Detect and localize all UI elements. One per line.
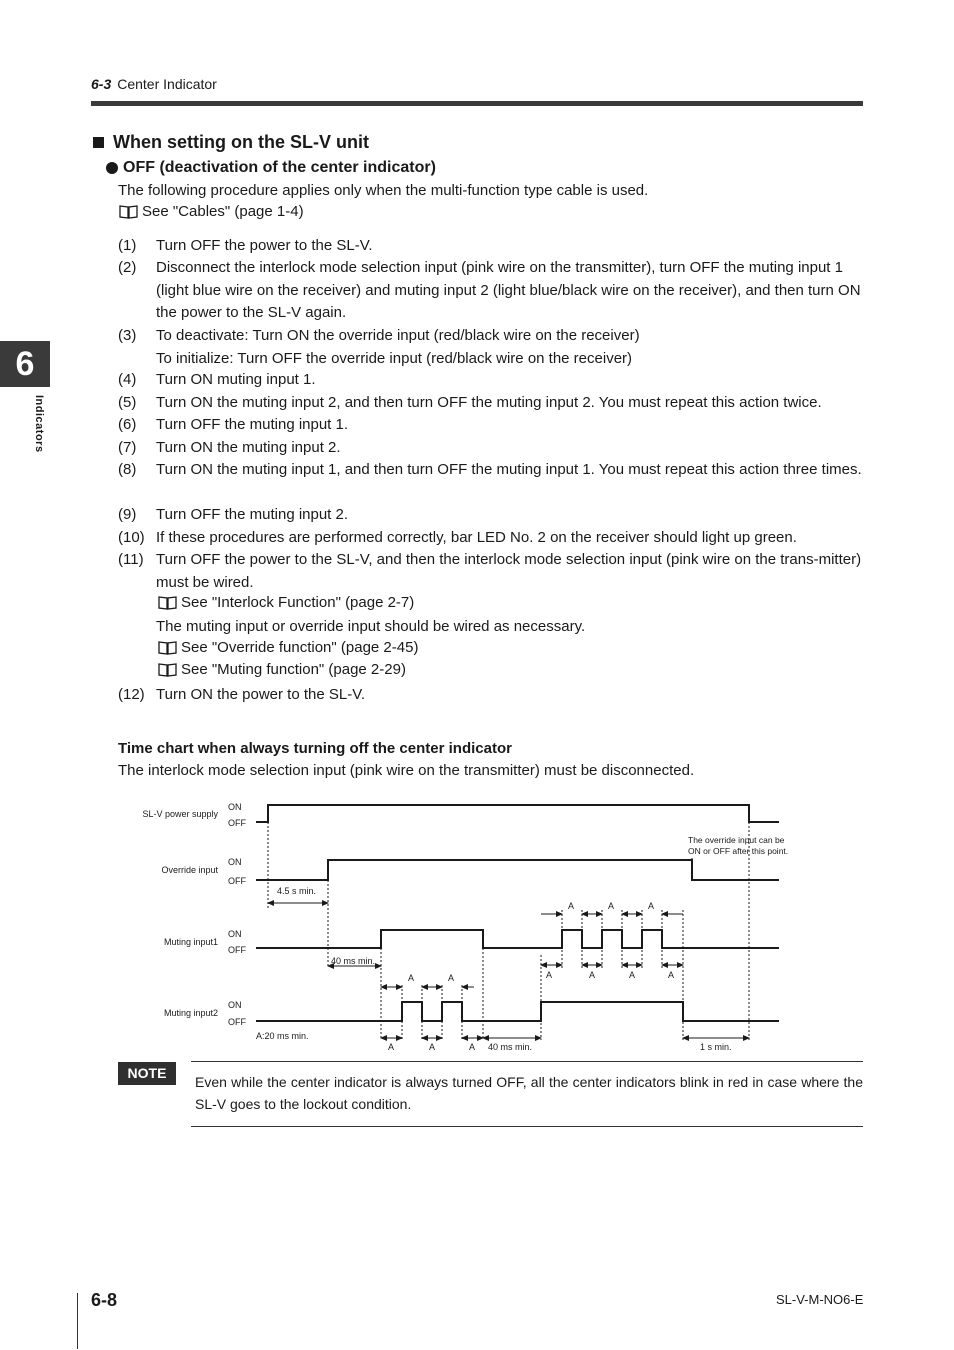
label-a: A: [545, 970, 553, 980]
label-a-definition: A:20 ms min.: [256, 1031, 309, 1041]
step-number: (9): [118, 506, 137, 523]
step-number: (12): [118, 686, 145, 703]
label-40ms: 40 ms min.: [488, 1042, 533, 1052]
step-number: (1): [118, 237, 137, 254]
step-text: Turn ON the muting input 2.: [156, 439, 341, 456]
section-number: 6-3: [91, 76, 112, 92]
note-badge: NOTE: [118, 1062, 176, 1085]
chapter-tab: 6: [0, 341, 50, 387]
label-a: A: [647, 901, 655, 911]
step-number: (8): [118, 461, 137, 478]
reference-muting-text: See "Muting function" (page 2-29): [181, 661, 406, 678]
label-a: A: [628, 970, 636, 980]
label-1s: 1 s min.: [700, 1042, 732, 1052]
label-a: A: [468, 1042, 476, 1052]
chapter-label: Indicators: [33, 395, 45, 453]
footer-margin-line: [77, 1293, 78, 1349]
reference-override-text: See "Override function" (page 2-45): [181, 639, 419, 656]
label-a: A: [428, 1042, 436, 1052]
section-title: Center Indicator: [117, 76, 217, 92]
label-a: A: [588, 970, 596, 980]
step11-paragraph: The muting input or override input should be wired as necessary.: [156, 618, 586, 635]
reference-cables-text: See "Cables" (page 1-4): [142, 203, 304, 220]
step-text: Turn ON the muting input 1, and then turn OFF the muting input 1. You must repeat this action three times.: [156, 461, 862, 478]
step-number: (3): [118, 327, 137, 344]
step-text: Disconnect the interlock mode selection input (pink wire on the transmitter), turn OFF the muting input 1 (light blue wire on the receiver) and muting input 2 (light blue/black wire on the receiver), and then turn ON the power to the SL-V again.: [156, 259, 861, 321]
step-text: Turn OFF the power to the SL-V, and then the interlock mode selection input (pink wire on the trans-mitter) must be wired.: [156, 551, 862, 591]
reference-interlock-text: See "Interlock Function" (page 2-7): [181, 594, 415, 611]
label-40ms: 40 ms min.: [331, 956, 376, 966]
step-number: (6): [118, 416, 137, 433]
signal-label-power: SL-V power supply: [142, 809, 218, 819]
timing-arrows: [268, 903, 749, 1038]
step-number: (10): [118, 529, 145, 546]
label-a: A: [387, 1042, 395, 1052]
timechart-title: Time chart when always turning off the center indicator: [118, 740, 512, 757]
step-text: Turn OFF the power to the SL-V.: [156, 237, 373, 254]
note-rule-top: [191, 1061, 863, 1062]
note-text: Even while the center indicator is always turned OFF, all the center indicators blink in red in case where the SL-V goes to the lockout condition.: [195, 1074, 863, 1112]
signal-label-muting2: Muting input2: [163, 1008, 218, 1018]
label-a: A: [667, 970, 675, 980]
annotation-line1: The override input can be: [688, 835, 785, 845]
step-number: (7): [118, 439, 137, 456]
intro-paragraph: The following procedure applies only when the multi-function type cable is used.: [118, 182, 649, 199]
step-number: (5): [118, 394, 137, 411]
waveform-override: [256, 860, 779, 880]
label-4-5s: 4.5 s min.: [277, 886, 317, 896]
guide-lines: [268, 822, 749, 1040]
step-text: To deactivate: Turn ON the override input (red/black wire on the receiver): [156, 327, 640, 344]
label-a: A: [607, 901, 615, 911]
annotation-line2: ON or OFF after this point.: [688, 846, 789, 856]
on-label: ON: [228, 1000, 242, 1010]
off-label: OFF: [228, 1017, 246, 1027]
label-a: A: [447, 973, 455, 983]
step-number: (2): [118, 259, 137, 276]
waveform-muting2: [256, 1002, 779, 1021]
step-number: (11): [118, 551, 144, 568]
step-number: (4): [118, 371, 137, 388]
on-label: ON: [228, 929, 242, 939]
step-text: Turn ON the power to the SL-V.: [156, 686, 365, 703]
note-rule-bottom: [191, 1126, 863, 1127]
page-number: 6-8: [91, 1290, 118, 1310]
off-label: OFF: [228, 945, 246, 955]
on-label: ON: [228, 857, 242, 867]
off-label: OFF: [228, 876, 246, 886]
step-text: Turn ON the muting input 2, and then turn OFF the muting input 2. You must repeat this action twice.: [156, 394, 822, 411]
signal-label-override: Override input: [161, 865, 218, 875]
step-text: Turn OFF the muting input 2.: [156, 506, 349, 523]
document-id: SL-V-M-NO6-E: [776, 1292, 864, 1307]
step-text-second-line: To initialize: Turn OFF the override input (red/black wire on the receiver): [156, 349, 633, 367]
timechart-description: The interlock mode selection input (pink wire on the transmitter) must be disconnected.: [118, 762, 695, 779]
step-text: Turn ON muting input 1.: [156, 371, 316, 388]
on-label: ON: [228, 802, 242, 812]
label-a: A: [407, 973, 415, 983]
waveform-muting1: [256, 930, 779, 948]
heading-level2-text: OFF (deactivation of the center indicator): [123, 159, 436, 176]
signal-label-muting1: Muting input1: [163, 937, 218, 947]
step-text: If these procedures are performed correctly, bar LED No. 2 on the receiver should light up green.: [156, 529, 797, 546]
off-label: OFF: [228, 818, 246, 828]
heading-level1-text: When setting on the SL-V unit: [113, 132, 369, 152]
waveform-power: [256, 805, 779, 822]
label-a: A: [567, 901, 575, 911]
step-text: Turn OFF the muting input 1.: [156, 416, 349, 433]
